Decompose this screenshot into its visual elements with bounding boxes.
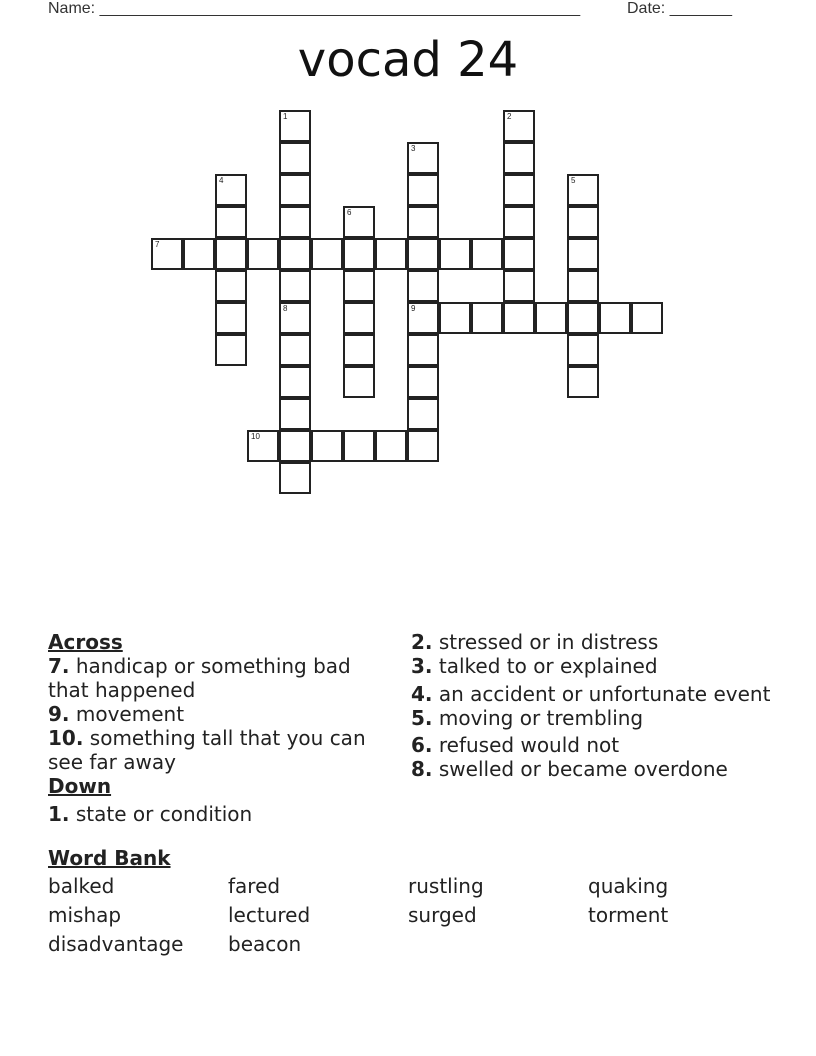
crossword-cell[interactable]: [567, 334, 599, 366]
clue-across-7: [48, 654, 388, 702]
crossword-cell[interactable]: [407, 206, 439, 238]
name-line: Name: ______________________________________________________: [48, 0, 581, 17]
crossword-cell[interactable]: [471, 302, 503, 334]
word-bank-item: disadvantage: [48, 932, 184, 956]
clue-text: handicap or something bad that happened: [48, 654, 351, 702]
clue-number-label: 5: [571, 176, 576, 185]
word-bank: [48, 846, 788, 956]
crossword-cell[interactable]: [503, 174, 535, 206]
word-bank-item: surged: [408, 903, 477, 927]
clue-across-9: [48, 702, 388, 726]
crossword-cell[interactable]: [407, 142, 439, 174]
crossword-cell[interactable]: [407, 302, 439, 334]
crossword-cell[interactable]: [567, 238, 599, 270]
crossword-cell[interactable]: [439, 238, 471, 270]
crossword-cell[interactable]: [279, 270, 311, 302]
clue-number-label: 10: [251, 432, 260, 441]
crossword-cell[interactable]: [407, 334, 439, 366]
crossword-cell[interactable]: [279, 462, 311, 494]
crossword-cell[interactable]: [503, 238, 535, 270]
crossword-cell[interactable]: [215, 334, 247, 366]
clue-number-label: 9: [411, 304, 416, 313]
crossword-cell[interactable]: [535, 302, 567, 334]
crossword-cell[interactable]: [343, 334, 375, 366]
clue-number: 3.: [411, 654, 433, 678]
clues-right-column: [411, 630, 771, 781]
crossword-cell[interactable]: [343, 238, 375, 270]
crossword-cell[interactable]: [567, 302, 599, 334]
crossword-cell[interactable]: [215, 302, 247, 334]
clue-number: 7.: [48, 654, 70, 678]
crossword-cell[interactable]: [215, 206, 247, 238]
clue-down-5: [411, 706, 771, 730]
clue-text: movement: [75, 702, 185, 726]
crossword-cell[interactable]: [503, 142, 535, 174]
crossword-cell[interactable]: [567, 206, 599, 238]
crossword-cell[interactable]: [279, 302, 311, 334]
crossword-grid: [0, 0, 816, 520]
crossword-cell[interactable]: [567, 270, 599, 302]
clue-number: 2.: [411, 630, 433, 654]
crossword-cell[interactable]: [343, 302, 375, 334]
crossword-cell[interactable]: [567, 174, 599, 206]
crossword-cell[interactable]: [279, 398, 311, 430]
crossword-cell[interactable]: [407, 238, 439, 270]
crossword-cell[interactable]: [503, 302, 535, 334]
crossword-cell[interactable]: [279, 174, 311, 206]
crossword-cell[interactable]: [439, 302, 471, 334]
clue-number-label: 3: [411, 144, 416, 153]
crossword-cell[interactable]: [279, 206, 311, 238]
word-bank-item: rustling: [408, 874, 484, 898]
clue-down-1: [48, 802, 388, 826]
crossword-cell[interactable]: [407, 398, 439, 430]
crossword-cell[interactable]: [407, 174, 439, 206]
crossword-cell[interactable]: [503, 110, 535, 142]
crossword-cell[interactable]: [247, 238, 279, 270]
clues-left-column: [48, 630, 388, 826]
clue-number: 10.: [48, 726, 84, 750]
crossword-cell[interactable]: [407, 270, 439, 302]
clue-down-4: [411, 682, 771, 706]
clue-text: swelled or became overdone: [438, 757, 728, 781]
down-heading: Down: [48, 774, 112, 798]
crossword-cell[interactable]: [279, 366, 311, 398]
crossword-cell[interactable]: [631, 302, 663, 334]
clue-text: something tall that you can see far away: [48, 726, 366, 774]
crossword-cell[interactable]: [599, 302, 631, 334]
crossword-cell[interactable]: [311, 430, 343, 462]
word-bank-item: fared: [228, 874, 281, 898]
word-bank-item: beacon: [228, 932, 302, 956]
clue-text: moving or trembling: [438, 706, 644, 730]
clue-down-2: [411, 630, 771, 654]
clue-number: 5.: [411, 706, 433, 730]
clue-across-10: [48, 726, 388, 774]
crossword-cell[interactable]: [567, 366, 599, 398]
clue-down-6: [411, 733, 771, 757]
crossword-cell[interactable]: [215, 238, 247, 270]
word-bank-title: Word Bank: [48, 846, 171, 870]
crossword-cell[interactable]: [503, 270, 535, 302]
word-bank-list: [48, 874, 788, 956]
crossword-cell[interactable]: [279, 110, 311, 142]
clue-down-8: [411, 757, 771, 781]
clue-number: 1.: [48, 802, 70, 826]
clue-number-label: 6: [347, 208, 352, 217]
crossword-cell[interactable]: [343, 270, 375, 302]
crossword-cell[interactable]: [343, 430, 375, 462]
clue-number: 6.: [411, 733, 433, 757]
crossword-cell[interactable]: [311, 238, 343, 270]
word-bank-item: balked: [48, 874, 115, 898]
clue-text: talked to or explained: [438, 654, 658, 678]
crossword-cell[interactable]: [279, 334, 311, 366]
clue-text: stressed or in distress: [438, 630, 659, 654]
crossword-cell[interactable]: [343, 206, 375, 238]
across-heading: Across: [48, 630, 123, 654]
clue-text: refused would not: [438, 733, 620, 757]
crossword-cell[interactable]: [279, 430, 311, 462]
clue-number: 8.: [411, 757, 433, 781]
crossword-cell[interactable]: [247, 430, 279, 462]
crossword-cell[interactable]: [183, 238, 215, 270]
crossword-cell[interactable]: [279, 238, 311, 270]
word-bank-item: quaking: [588, 874, 669, 898]
crossword-cell[interactable]: [215, 270, 247, 302]
crossword-cell[interactable]: [279, 142, 311, 174]
crossword-cell[interactable]: [375, 430, 407, 462]
crossword-cell[interactable]: [215, 174, 247, 206]
date-line: Date: _______: [627, 0, 732, 17]
crossword-cell[interactable]: [407, 366, 439, 398]
clue-number-label: 1: [283, 112, 288, 121]
crossword-cell[interactable]: [407, 430, 439, 462]
crossword-cell[interactable]: [151, 238, 183, 270]
word-bank-item: torment: [588, 903, 669, 927]
clue-number-label: 2: [507, 112, 512, 121]
clue-text: an accident or unfortunate event: [438, 682, 771, 706]
page-title: vocad 24: [297, 32, 519, 88]
clue-number-label: 8: [283, 304, 288, 313]
crossword-cell[interactable]: [343, 366, 375, 398]
crossword-cell[interactable]: [375, 238, 407, 270]
clue-number: 9.: [48, 702, 70, 726]
clue-number-label: 7: [155, 240, 160, 249]
clue-down-3: [411, 654, 771, 678]
crossword-cell[interactable]: [471, 238, 503, 270]
clue-number: 4.: [411, 682, 433, 706]
word-bank-item: mishap: [48, 903, 122, 927]
clue-number-label: 4: [219, 176, 224, 185]
clue-text: state or condition: [75, 802, 253, 826]
crossword-cell[interactable]: [503, 206, 535, 238]
word-bank-item: lectured: [228, 903, 311, 927]
